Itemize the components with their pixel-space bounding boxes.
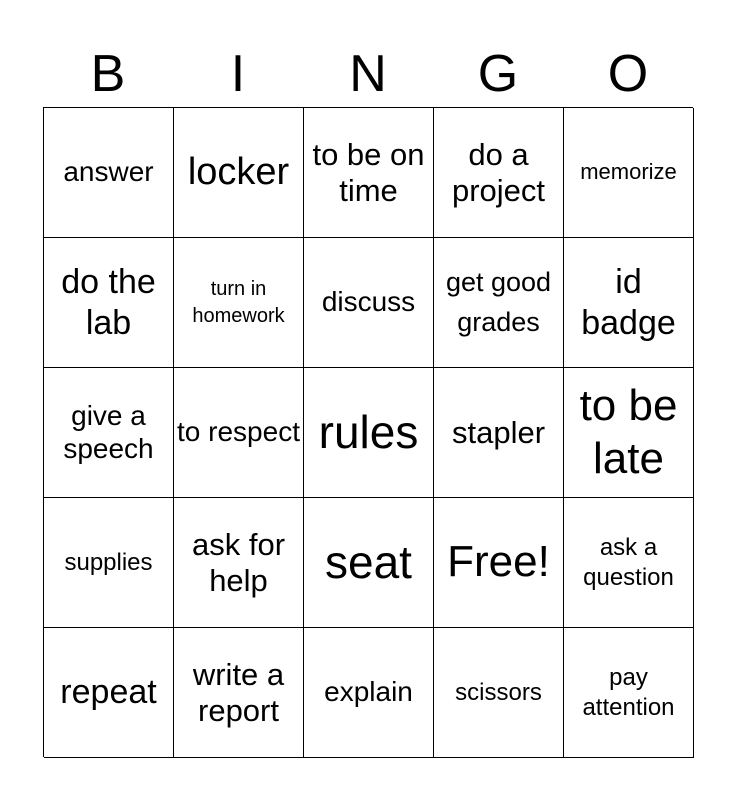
bingo-cell[interactable]: supplies <box>44 498 174 628</box>
bingo-cell[interactable]: answer <box>44 108 174 238</box>
bingo-cell[interactable]: explain <box>304 628 434 758</box>
bingo-cell[interactable]: get good grades <box>434 238 564 368</box>
bingo-cell[interactable]: rules <box>304 368 434 498</box>
bingo-cell[interactable]: ask a question <box>564 498 694 628</box>
bingo-cell[interactable]: give a speech <box>44 368 174 498</box>
header-letter-i: I <box>230 45 246 103</box>
bingo-cell-free[interactable]: Free! <box>434 498 564 628</box>
bingo-cell[interactable]: write a report <box>174 628 304 758</box>
header-letter-o: O <box>607 45 649 103</box>
bingo-cell[interactable]: ask for help <box>174 498 304 628</box>
header-letter-g: G <box>477 45 519 103</box>
header-letter-b: B <box>90 45 126 103</box>
bingo-header <box>43 40 693 108</box>
bingo-board <box>43 107 693 757</box>
bingo-cell[interactable]: repeat <box>44 628 174 758</box>
bingo-cell[interactable]: turn in homework <box>174 238 304 368</box>
bingo-cell[interactable]: scissors <box>434 628 564 758</box>
bingo-cell[interactable]: to respect <box>174 368 304 498</box>
bingo-cell[interactable]: pay attention <box>564 628 694 758</box>
bingo-cell[interactable]: to be late <box>564 368 694 498</box>
header-letter-n: N <box>349 45 387 103</box>
bingo-cell[interactable]: do a project <box>434 108 564 238</box>
bingo-cell[interactable]: memorize <box>564 108 694 238</box>
bingo-cell[interactable]: to be on time <box>304 108 434 238</box>
bingo-cell[interactable]: locker <box>174 108 304 238</box>
bingo-cell[interactable]: discuss <box>304 238 434 368</box>
bingo-cell[interactable]: id badge <box>564 238 694 368</box>
bingo-cell[interactable]: do the lab <box>44 238 174 368</box>
bingo-cell[interactable]: seat <box>304 498 434 628</box>
bingo-cell[interactable]: stapler <box>434 368 564 498</box>
